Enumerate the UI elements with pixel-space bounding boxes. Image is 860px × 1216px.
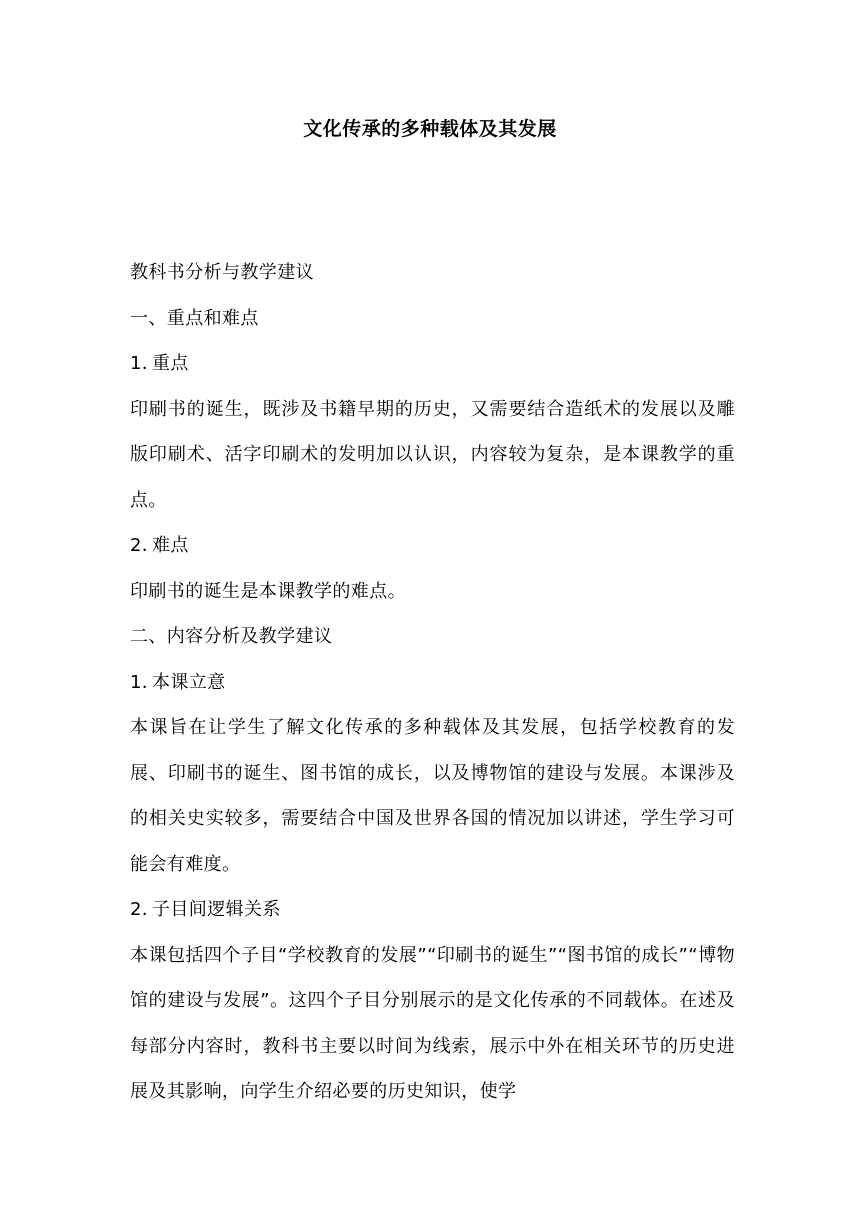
item-number: 1． bbox=[130, 671, 161, 693]
part-one-item-one-paragraph: 印刷书的诞生，既涉及书籍早期的历史，又需要结合造纸术的发展以及雕版印刷术、活字印刷术的发明加以认识，内容较为复杂，是本课教学的重点。 bbox=[130, 398, 735, 511]
document-body bbox=[130, 250, 735, 1115]
item-label: 难点 bbox=[152, 535, 189, 556]
part-one-item-one-heading bbox=[130, 341, 735, 387]
part-two-item-one-heading bbox=[130, 660, 735, 706]
section-heading: 教科书分析与教学建议 bbox=[130, 262, 314, 283]
item-number: 1． bbox=[130, 353, 161, 374]
item-label: 重点 bbox=[152, 353, 189, 374]
item-label: 子目间逻辑关系 bbox=[152, 899, 281, 920]
document-title: 文化传承的多种载体及其发展 bbox=[303, 118, 557, 140]
item-number: 2． bbox=[130, 535, 161, 556]
part-two-item-two-paragraph: 本课包括四个子目“学校教育的发展”“印刷书的诞生”“图书馆的成长”“博物馆的建设与发展”。这四个子目分别展示的是文化传承的不同载体。在述及每部分内容时，教科书主要以时间为线索，展示中外在相关环节的历史进展及其影响，向学生介绍必要的历史知识，使学 bbox=[130, 944, 735, 1102]
part-two-heading: 二、内容分析及教学建议 bbox=[130, 626, 333, 647]
part-one-item-two-heading bbox=[130, 523, 735, 569]
part-two-item-one-paragraph: 本课旨在让学生了解文化传承的多种载体及其发展，包括学校教育的发展、印刷书的诞生、图书馆的成长，以及博物馆的建设与发展。本课涉及的相关史实较多，需要结合中国及世界各国的情况加以讲述，学生学习可能会有难度。 bbox=[130, 717, 735, 875]
part-one-item-two-paragraph: 印刷书的诞生是本课教学的难点。 bbox=[130, 580, 406, 602]
item-number: 2． bbox=[130, 899, 161, 920]
part-two-item-two-heading bbox=[130, 887, 735, 933]
part-one-heading: 一、重点和难点 bbox=[130, 307, 259, 329]
item-label: 本课立意 bbox=[152, 671, 226, 693]
